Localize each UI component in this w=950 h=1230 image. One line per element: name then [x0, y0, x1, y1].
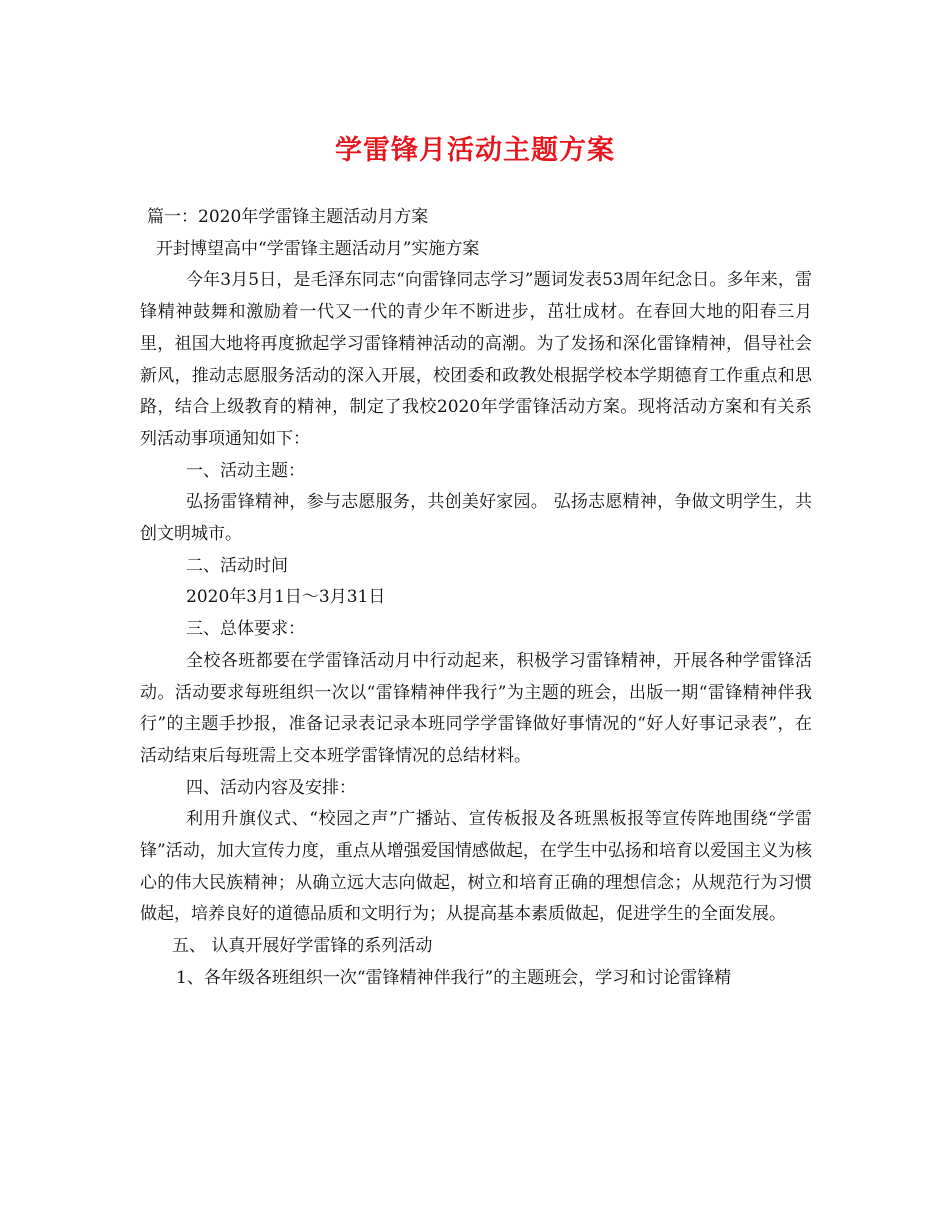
paragraph-requirements: 全校各班都要在学雷锋活动月中行动起来，积极学习雷锋精神，开展各种学雷锋活动。活动要求每班组织一次以“雷锋精神伴我行”为主题的班会，出版一期“雷锋精神伴我行”的主题手抄报，准备记录表记录本班同学学雷锋做好事情况的“好人好事记录表”，在活动结束后每班需上交本班学雷锋情况的总结材料。 [140, 650, 812, 766]
paragraph-heading-theme: 一、活动主题： [186, 460, 305, 481]
paragraph-section-heading: 篇一：2020年学雷锋主题活动月方案 [147, 207, 429, 227]
paragraph-plan-title: 开封博望高中“学雷锋主题活动月”实施方案 [156, 238, 480, 259]
paragraph-heading-requirements: 三、总体要求： [186, 619, 305, 640]
paragraph-heading-content: 四、活动内容及安排： [186, 777, 356, 798]
paragraph-intro: 今年3月5日，是毛泽东同志“向雷锋同志学习”题词发表53周年纪念日。多年来，雷锋精神鼓舞和激励着一代又一代的青少年不断进步，茁壮成材。在春回大地的阳春三月里，祖国大地将再度掀起学习雷锋精神活动的高潮。为了发扬和深化雷锋精神，倡导社会新风，推动志愿服务活动的深入开展，校团委和政教处根据学校本学期德育工作重点和思路，结合上级教育的精神，制定了我校2020年学雷锋活动方案。现将活动方案和有关系列活动事项通知如下： [140, 270, 812, 449]
document-body [140, 202, 812, 995]
document-title: 学雷锋月活动主题方案 [335, 135, 615, 166]
paragraph-heading-activities: 五、 认真开展好学雷锋的系列活动 [172, 936, 433, 957]
paragraph-heading-time: 二、活动时间 [186, 555, 288, 576]
paragraph-activity-1: 1、各年级各班组织一次“雷锋精神伴我行”的主题班会，学习和讨论雷锋精 [176, 967, 732, 988]
paragraph-time: 2020年3月1日～3月31日 [186, 587, 386, 608]
paragraph-content: 利用升旗仪式、“校园之声”广播站、宣传板报及各班黑板报等宣传阵地围绕“学雷锋”活动，加大宣传力度，重点从增强爱国情感做起，在学生中弘扬和培育以爱国主义为核心的伟大民族精神；从确立远大志向做起，树立和培育正确的理想信念；从规范行为习惯做起，培养良好的道德品质和文明行为；从提高基本素质做起，促进学生的全面发展。 [140, 809, 812, 925]
paragraph-theme: 弘扬雷锋精神，参与志愿服务，共创美好家园。 弘扬志愿精神，争做文明学生，共创文明城市。 [140, 492, 812, 545]
